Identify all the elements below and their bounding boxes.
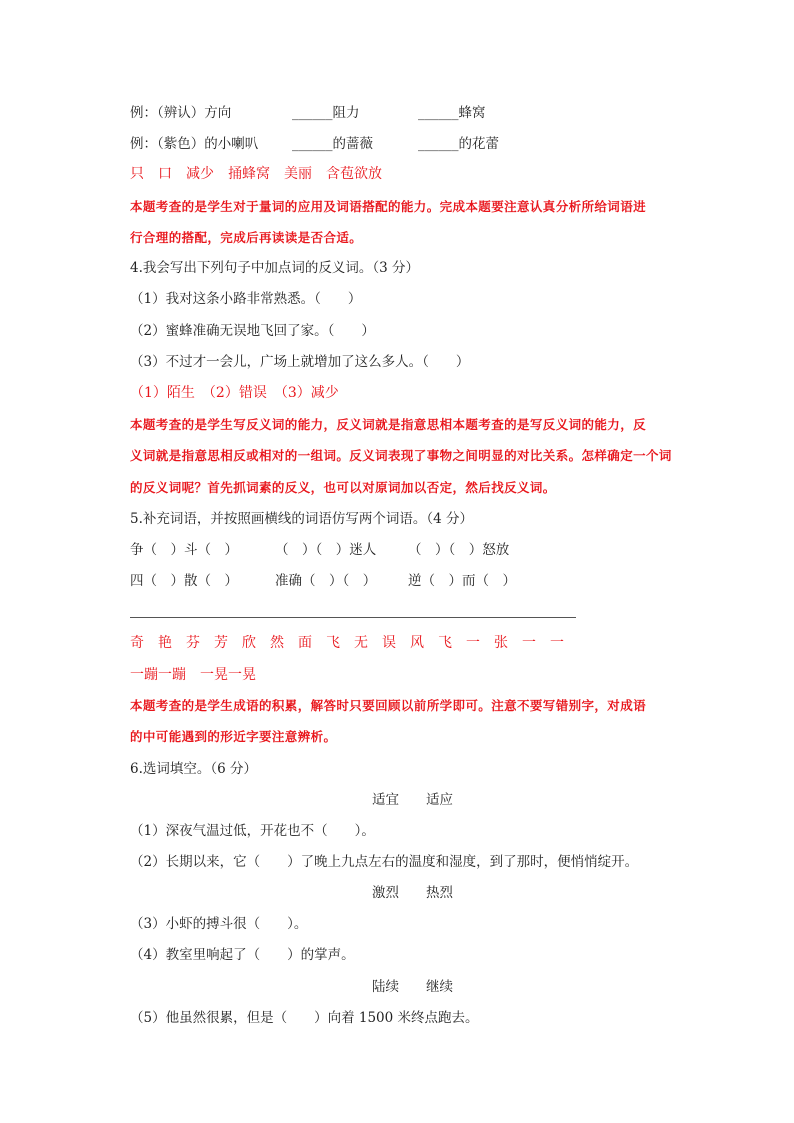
q5-answer-line-1: 奇 艳 芬 芳 欣 然 面 飞 无 误 风 飞 一 张 一 一 [130,635,564,651]
q5-row1-word-c: （ ）（ ）怒放 [408,542,510,558]
q4-item-2: （2）蜜蜂准确无误地飞回了家。（ ） [130,323,375,339]
q5-answer-line [130,617,576,618]
q6-word-pair-3: 陆续 继续 [372,979,453,995]
q6-sentence-4: （4）教室里响起了（ ）的掌声。 [130,947,355,963]
example-line-1-prefix: 例：（辨认）方向 [130,105,232,121]
example-line-2-blank-3: ______的花蕾 [418,136,499,152]
q6-word-pair-1: 适宜 适应 [372,792,453,808]
q6-word-pair-2: 激烈 热烈 [372,885,453,901]
q6-sentence-2: （2）长期以来，它（ ）了晚上九点左右的温度和湿度，到了那时，便悄悄绽开。 [130,854,639,870]
example-line-2-blank-2: ______的蔷薇 [292,136,373,152]
q4-answer: （1）陌生 （2）错误 （3）减少 [130,385,339,401]
q6-sentence-5: （5）他虽然很累，但是（ ）向着 1500 米终点跑去。 [130,1010,479,1026]
q4-explanation-line-2: 义词就是指意思相反或相对的一组词。反义词表现了事物之间明显的对比关系。怎样确定一个词 [130,448,672,463]
q3-answer: 只 口 减少 捅蜂窝 美丽 含苞欲放 [130,166,382,182]
example-line-1-blank-3: ______蜂窝 [418,105,486,121]
example-line-2-prefix: 例：（紫色）的小喇叭 [130,136,259,152]
q3-explanation-line-1: 本题考查的是学生对于量词的应用及词语搭配的能力。完成本题要注意认真分析所给词语进 [130,199,647,214]
q4-explanation-line-1: 本题考查的是学生写反义词的能力，反义词就是指意思相本题考查的是写反义词的能力，反 [130,417,647,432]
q6-title: 6.选词填空。（6 分） [130,761,258,777]
q5-row2-word-a: 四（ ）散（ ） [130,573,238,589]
q5-row2-word-b: 准确（ ）（ ） [275,573,377,589]
q5-explanation-line-1: 本题考查的是学生成语的积累，解答时只要回顾以前所学即可。注意不要写错别字，对成语 [130,698,647,713]
q3-explanation-line-2: 行合理的搭配，完成后再读读是否合适。 [130,230,363,245]
q5-row1-word-a: 争（ ）斗（ ） [130,542,238,558]
q5-answer-line-2: 一蹦一蹦 一晃一晃 [130,667,256,683]
q5-title: 5.补充词语，并按照画横线的词语仿写两个词语。（4 分） [130,511,474,527]
q4-item-3: （3）不过才一会儿，广场上就增加了这么多人。（ ） [130,354,470,370]
q6-sentence-3: （3）小虾的搏斗很（ ）。 [130,916,308,932]
q5-row1-word-b: （ ）（ ）迷人 [275,542,377,558]
example-line-1-blank-2: ______阻力 [292,105,360,121]
q5-explanation-line-2: 的中可能遇到的形近字要注意辨析。 [130,729,337,744]
q6-sentence-1: （1）深夜气温过低，开花也不（ ）。 [130,823,375,839]
q4-explanation-line-3: 的反义词呢？首先抓词素的反义，也可以对原词加以否定，然后找反义词。 [130,480,556,495]
q5-row2-word-c: 逆（ ）而（ ） [408,573,516,589]
q4-item-1: （1）我对这条小路非常熟悉。（ ） [130,291,362,307]
q4-title: 4.我会写出下列句子中加点词的反义词。（3 分） [130,260,420,276]
